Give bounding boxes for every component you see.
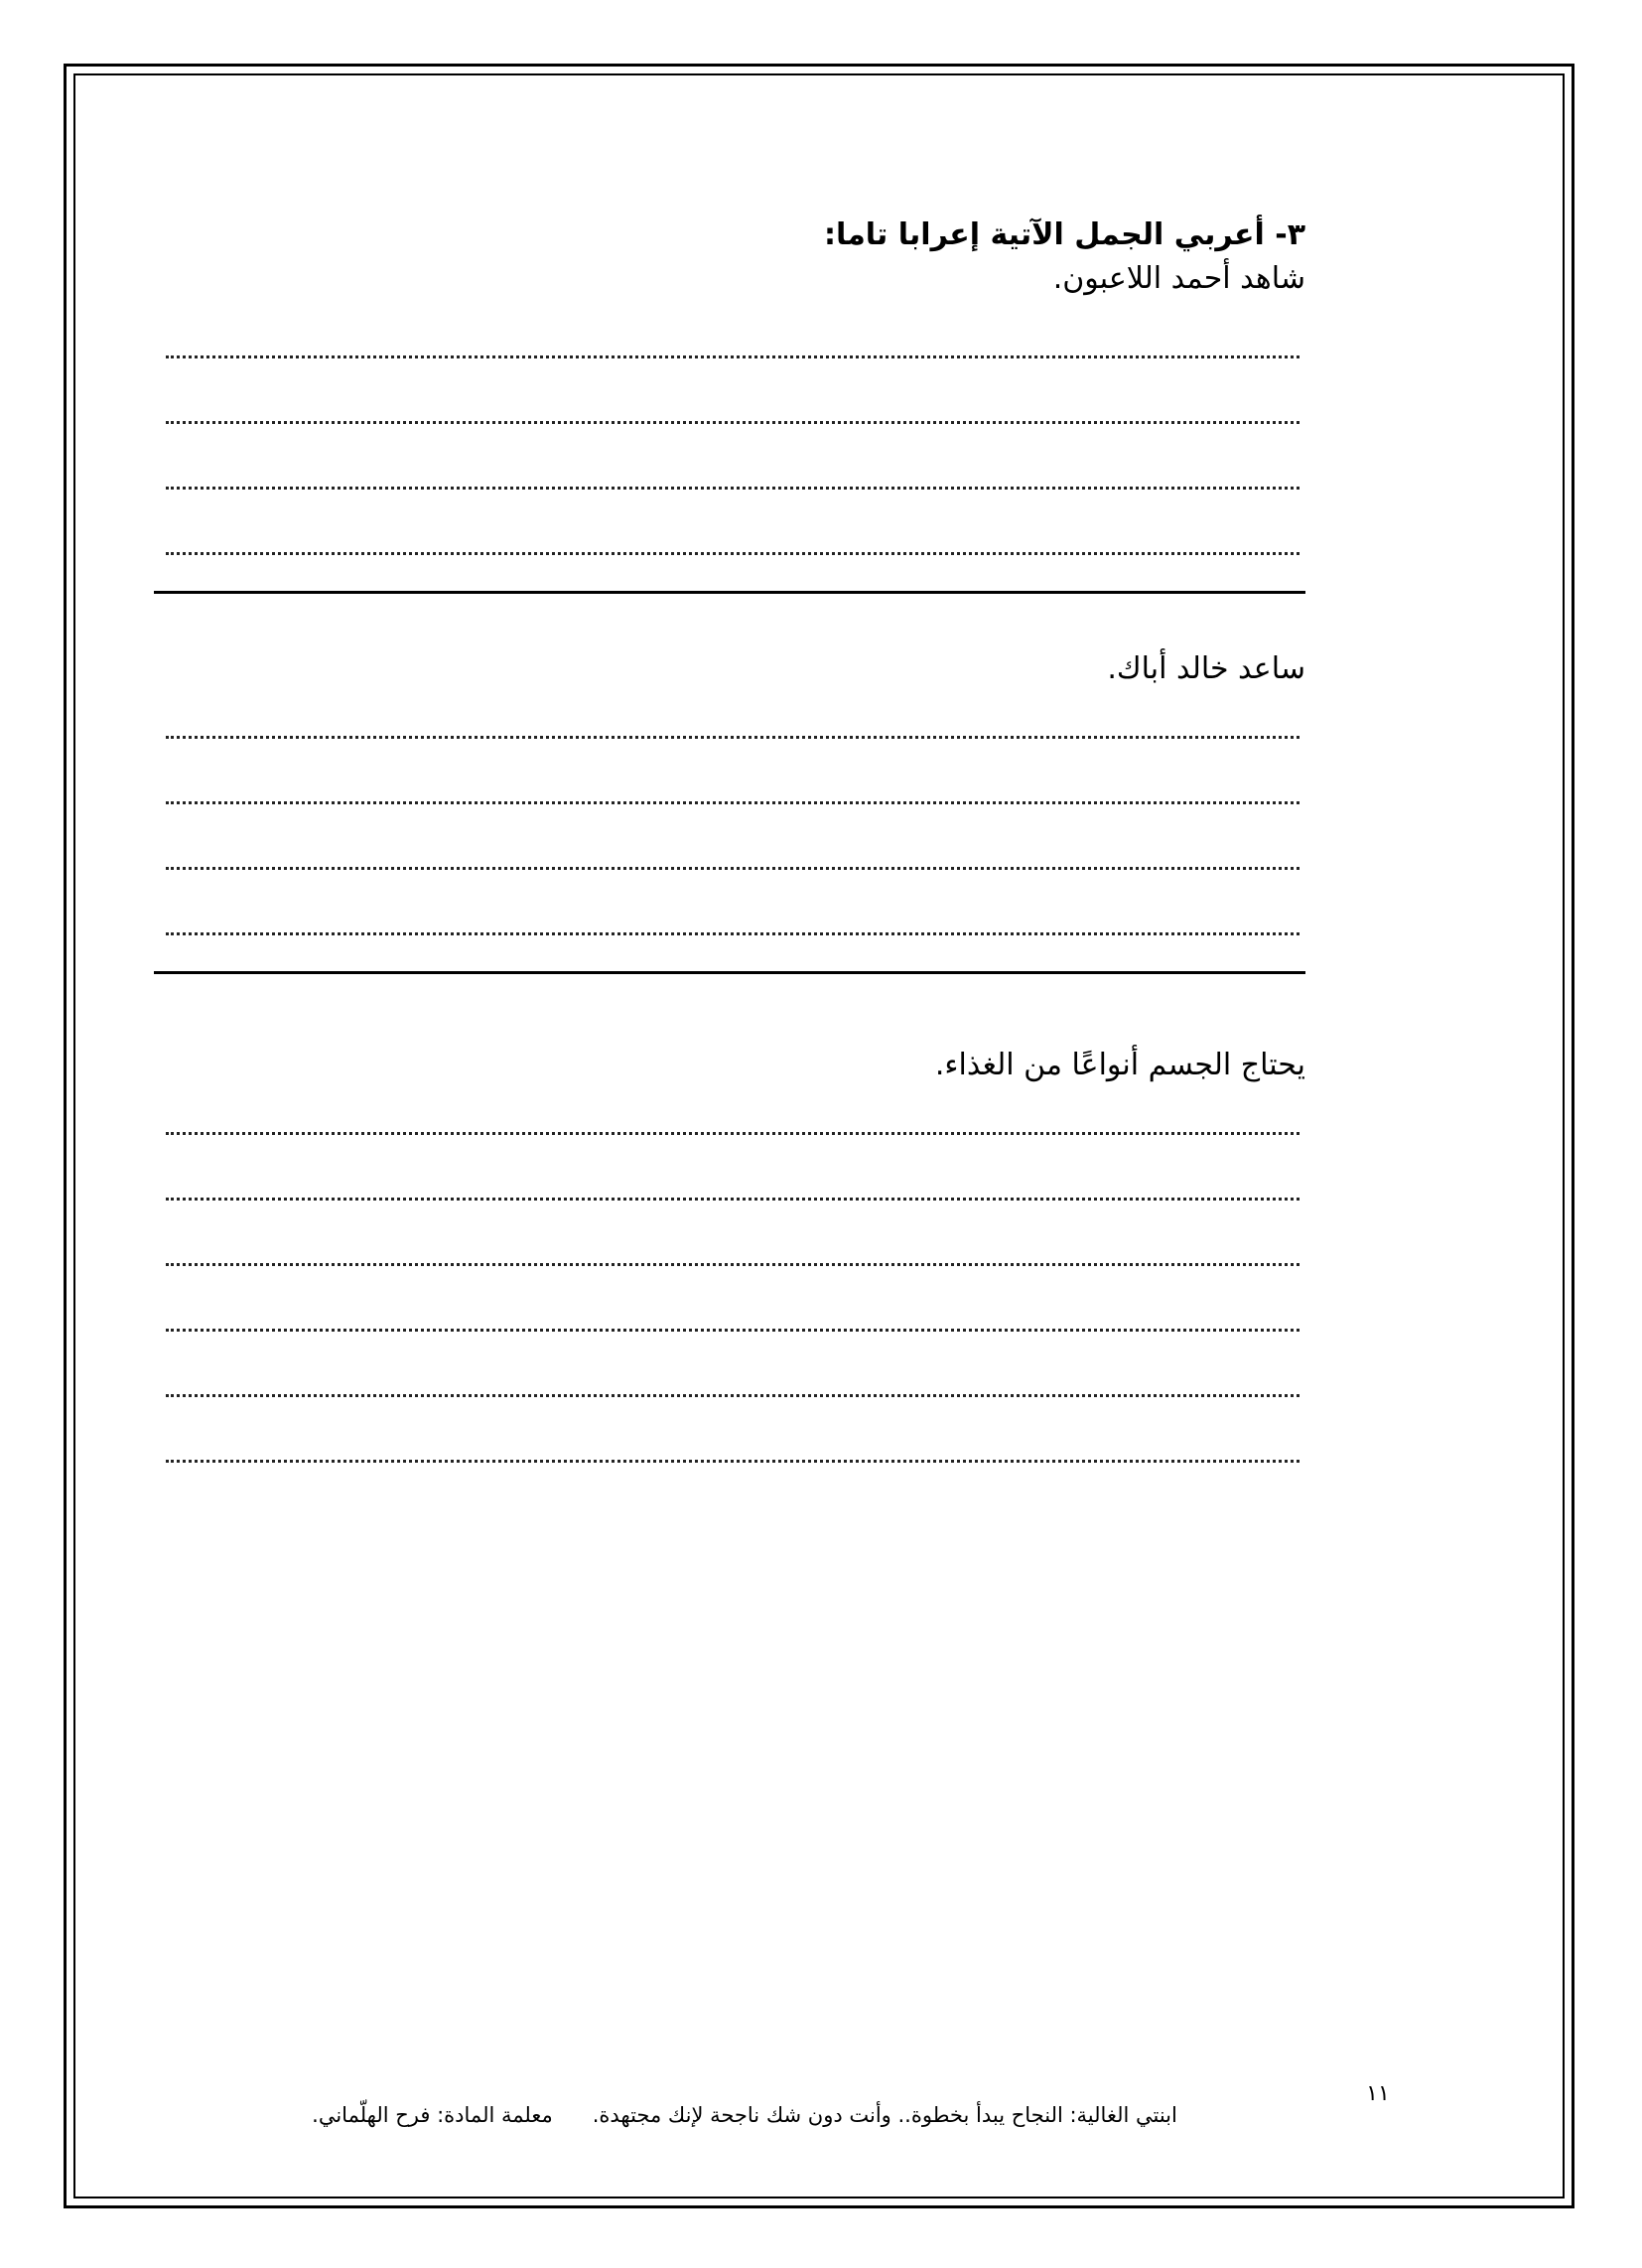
footer-motto: ابنتي الغالية: النجاح يبدأ بخطوة.. وأنت دون شك ناجحة لإنك مجتهدة. xyxy=(592,2103,1177,2127)
answer-line[interactable] xyxy=(154,507,1305,573)
sentence-3: يحتاج الجسم أنواعًا من الغذاء. xyxy=(934,1048,1305,1082)
answer-line[interactable] xyxy=(154,691,1305,757)
worksheet-content xyxy=(154,199,1305,1481)
answer-line[interactable] xyxy=(154,1218,1305,1284)
sentence-block-2 xyxy=(154,647,1305,974)
question-title: ٣- أعربي الجمل الآتية إعرابا تاما: xyxy=(823,217,1305,252)
answer-line[interactable] xyxy=(154,1349,1305,1415)
footer xyxy=(258,2103,1231,2127)
sentence-block-1 xyxy=(154,257,1305,594)
answer-line[interactable] xyxy=(154,1087,1305,1153)
answer-line[interactable] xyxy=(154,888,1305,953)
page-number: ١١ xyxy=(1366,2081,1390,2106)
answer-line[interactable] xyxy=(154,1153,1305,1218)
sentence-block-3 xyxy=(154,1044,1305,1481)
answer-line[interactable] xyxy=(154,311,1305,376)
sentence-1: شاهد أحمد اللاعبون. xyxy=(1052,261,1305,296)
answer-line[interactable] xyxy=(154,376,1305,442)
section-divider xyxy=(154,971,1305,974)
answer-line[interactable] xyxy=(154,757,1305,822)
footer-teacher: معلمة المادة: فرح الهلّماني. xyxy=(312,2103,553,2127)
answer-line[interactable] xyxy=(154,1284,1305,1349)
answer-line[interactable] xyxy=(154,442,1305,507)
answer-line[interactable] xyxy=(154,822,1305,888)
answer-line[interactable] xyxy=(154,1415,1305,1481)
section-divider xyxy=(154,591,1305,594)
sentence-2: ساعد خالد أباك. xyxy=(1107,651,1305,686)
